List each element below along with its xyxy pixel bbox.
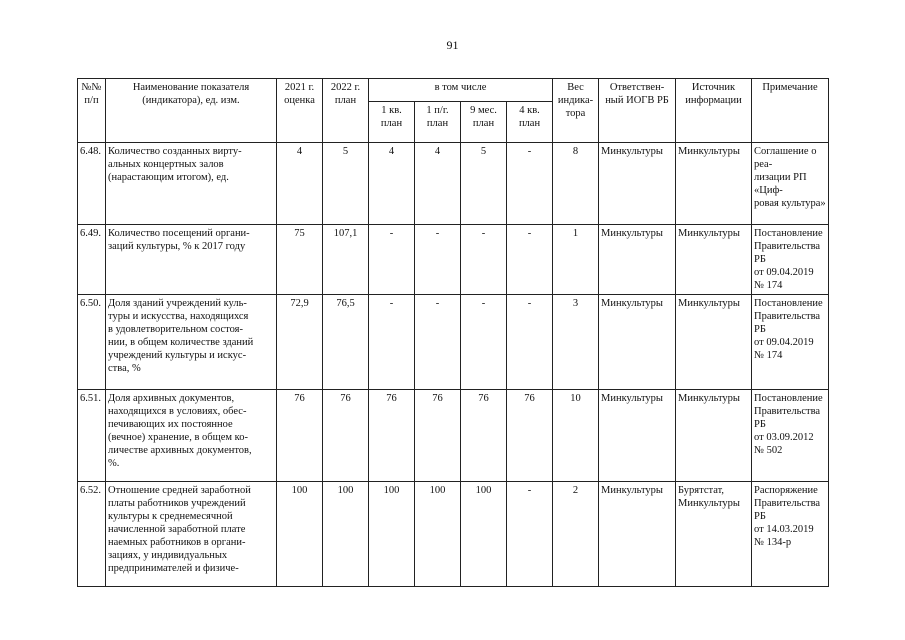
table-header (78, 79, 829, 143)
table-row (78, 295, 829, 390)
header-responsible: Ответствен- ный ИОГВ РБ (599, 79, 676, 143)
cell-h1: 4 (415, 143, 461, 225)
table-row (78, 482, 829, 587)
cell-2021: 100 (277, 482, 323, 587)
header-q4: 4 кв. план (507, 102, 553, 143)
cell-source: Минкультуры (676, 390, 752, 482)
cell-q4: - (507, 482, 553, 587)
cell-responsible: Минкультуры (599, 482, 676, 587)
cell-2022: 5 (323, 143, 369, 225)
cell-h1: 100 (415, 482, 461, 587)
cell-q1: - (369, 295, 415, 390)
cell-q4: - (507, 143, 553, 225)
cell-responsible: Минкультуры (599, 295, 676, 390)
cell-source: Бурятстат, Минкультуры (676, 482, 752, 587)
cell-num: 6.52. (78, 482, 106, 587)
cell-9m: - (461, 225, 507, 295)
cell-weight: 2 (553, 482, 599, 587)
header-weight: Вес индика- тора (553, 79, 599, 143)
table-body (78, 143, 829, 587)
cell-name: Доля зданий учреждений куль- туры и искусства, находящихся в удовлетворительном состоя- нии, в общем количестве зданий учреждений культуры и искус- ства, % (106, 295, 277, 390)
cell-2022: 76,5 (323, 295, 369, 390)
cell-num: 6.48. (78, 143, 106, 225)
cell-q4: 76 (507, 390, 553, 482)
cell-note: Распоряжение Правительства РБ от 14.03.2019 № 134-р (752, 482, 829, 587)
cell-q1: 100 (369, 482, 415, 587)
cell-h1: - (415, 225, 461, 295)
header-2021: 2021 г. оценка (277, 79, 323, 143)
header-name: Наименование показателя (индикатора), ед. изм. (106, 79, 277, 143)
cell-source: Минкультуры (676, 225, 752, 295)
cell-note: Постановление Правительства РБ от 09.04.2019 № 174 (752, 295, 829, 390)
cell-responsible: Минкультуры (599, 225, 676, 295)
header-h1: 1 п/г. план (415, 102, 461, 143)
cell-9m: 76 (461, 390, 507, 482)
cell-name: Доля архивных документов, находящихся в условиях, обес- печивающих их постоянное (вечное) хранение, в общем ко- личестве архивных документов, %. (106, 390, 277, 482)
cell-q1: 4 (369, 143, 415, 225)
cell-2022: 100 (323, 482, 369, 587)
cell-note: Постановление Правительства РБ от 03.09.2012 № 502 (752, 390, 829, 482)
cell-num: 6.50. (78, 295, 106, 390)
header-including: в том числе (369, 79, 553, 102)
cell-name: Отношение средней заработной платы работников учреждений культуры к среднемесячной начисленной заработной плате наемных работников в органи- зациях, у индивидуальных предпринимателей и физиче- (106, 482, 277, 587)
header-2022: 2022 г. план (323, 79, 369, 143)
cell-2022: 76 (323, 390, 369, 482)
cell-h1: - (415, 295, 461, 390)
cell-source: Минкультуры (676, 143, 752, 225)
cell-weight: 10 (553, 390, 599, 482)
header-source: Источник информации (676, 79, 752, 143)
cell-name: Количество посещений органи- заций культуры, % к 2017 году (106, 225, 277, 295)
page-number: 91 (446, 38, 459, 52)
header-num: №№ п/п (78, 79, 106, 143)
cell-responsible: Минкультуры (599, 143, 676, 225)
cell-num: 6.51. (78, 390, 106, 482)
cell-source: Минкультуры (676, 295, 752, 390)
cell-note: Постановление Правительства РБ от 09.04.2019 № 174 (752, 225, 829, 295)
cell-h1: 76 (415, 390, 461, 482)
cell-9m: 5 (461, 143, 507, 225)
cell-responsible: Минкультуры (599, 390, 676, 482)
cell-weight: 1 (553, 225, 599, 295)
cell-q4: - (507, 295, 553, 390)
table-row (78, 225, 829, 295)
cell-q4: - (507, 225, 553, 295)
cell-weight: 3 (553, 295, 599, 390)
cell-num: 6.49. (78, 225, 106, 295)
cell-q1: 76 (369, 390, 415, 482)
header-note: Примечание (752, 79, 829, 143)
cell-note: Соглашение о реа- лизации РП «Циф- ровая культура» (752, 143, 829, 225)
cell-9m: 100 (461, 482, 507, 587)
cell-9m: - (461, 295, 507, 390)
cell-name: Количество созданных вирту- альных концертных залов (нарастающим итогом), ед. (106, 143, 277, 225)
cell-q1: - (369, 225, 415, 295)
cell-2021: 72,9 (277, 295, 323, 390)
cell-2021: 76 (277, 390, 323, 482)
cell-2021: 4 (277, 143, 323, 225)
cell-2022: 107,1 (323, 225, 369, 295)
indicators-table (77, 78, 829, 587)
table-row (78, 143, 829, 225)
header-q1: 1 кв. план (369, 102, 415, 143)
header-9m: 9 мес. план (461, 102, 507, 143)
cell-2021: 75 (277, 225, 323, 295)
cell-weight: 8 (553, 143, 599, 225)
table-row (78, 390, 829, 482)
